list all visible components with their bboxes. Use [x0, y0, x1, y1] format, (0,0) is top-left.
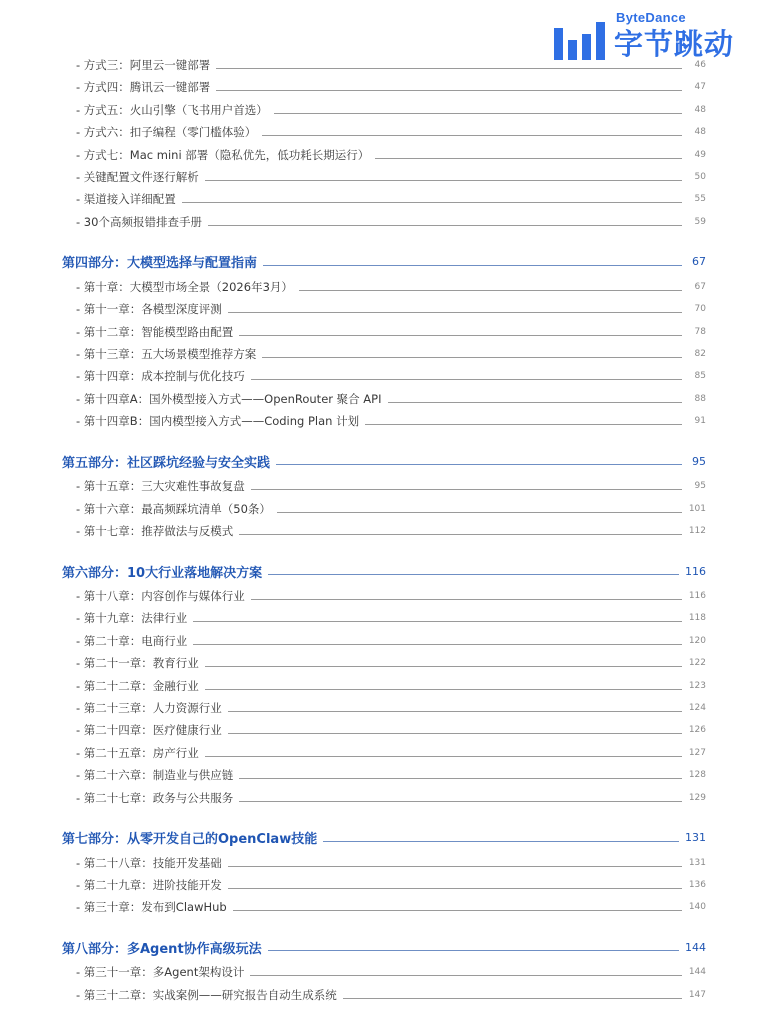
toc-leader-line	[205, 755, 682, 757]
toc-page-number: 126	[688, 725, 706, 736]
toc-entry-title: - 第十四章A：国外模型接入方式——OpenRouter 聚合 API	[76, 391, 382, 406]
toc-leader-line	[268, 949, 679, 951]
toc-page-number: 129	[688, 792, 706, 803]
toc-leader-line	[251, 598, 682, 600]
toc-leader-line	[262, 134, 682, 136]
toc-part-heading[interactable]	[62, 251, 706, 273]
toc-part-heading[interactable]	[62, 827, 706, 849]
toc-page-number: 127	[688, 747, 706, 758]
toc-entry[interactable]	[62, 54, 706, 76]
toc-entry-title: - 第二十四章：医疗健康行业	[76, 723, 222, 738]
toc-entry-title: - 第十三章：五大场景模型推荐方案	[76, 347, 257, 361]
toc-leader-line	[263, 264, 682, 266]
toc-leader-line	[233, 909, 682, 911]
toc-page-number: 85	[694, 371, 706, 382]
toc-entry[interactable]	[62, 99, 706, 121]
toc-leader-line	[193, 620, 682, 622]
toc-entry[interactable]	[62, 498, 706, 520]
toc-entry-title: - 第十四章：成本控制与优化技巧	[76, 369, 245, 384]
toc-leader-line	[239, 334, 682, 336]
toc-page-number: 101	[688, 503, 706, 514]
toc-entry-title: - 30个高频报错排查手册	[76, 214, 202, 229]
toc-page-number: 82	[694, 349, 706, 359]
toc-leader-line	[276, 463, 682, 465]
toc-leader-line	[251, 378, 682, 380]
toc-entry-title: - 第三十章：发布到ClawHub	[76, 900, 227, 915]
toc-entry[interactable]	[62, 321, 706, 343]
toc-leader-line	[277, 511, 682, 513]
toc-leader-line	[239, 777, 682, 779]
toc-entry-title: 第六部分：10大行业落地解决方案	[62, 565, 263, 581]
toc-entry[interactable]	[62, 520, 706, 542]
toc-entry[interactable]	[62, 343, 706, 365]
toc-page-number: 59	[694, 216, 706, 227]
toc-leader-line	[228, 887, 682, 889]
toc-entry-title: - 第十八章：内容创作与媒体行业	[76, 589, 245, 603]
toc-entry-title: - 第二十一章：教育行业	[76, 656, 199, 671]
toc-entry[interactable]	[62, 475, 706, 497]
toc-leader-line	[388, 401, 682, 403]
toc-part-heading[interactable]	[62, 560, 706, 582]
toc-leader-line	[323, 840, 679, 842]
toc-entry-title: 第七部分：从零开发自己的OpenClaw技能	[62, 832, 318, 848]
toc-page-number: 123	[688, 680, 706, 691]
toc-entry[interactable]	[62, 630, 706, 652]
toc-entry[interactable]	[62, 652, 706, 674]
toc-leader-line	[250, 974, 682, 976]
toc-page-number: 50	[694, 172, 706, 182]
toc-page-number: 47	[694, 82, 706, 93]
toc-entry-title: - 第三十一章：多Agent架构设计	[76, 965, 245, 980]
toc-entry-title: - 第二十九章：进阶技能开发	[76, 878, 222, 892]
toc-entry-title: 第四部分：大模型选择与配置指南	[62, 256, 258, 272]
toc-entry[interactable]	[62, 144, 706, 166]
toc-leader-line	[205, 179, 682, 181]
toc-page-number: 131	[685, 831, 706, 845]
toc-entry-title: 第八部分：多Agent协作高级玩法	[62, 941, 262, 957]
toc-entry[interactable]	[62, 852, 706, 874]
toc-entry-title: - 方式四：腾讯云一键部署	[76, 80, 211, 95]
toc-page-number: 112	[688, 526, 706, 536]
toc-leader-line	[375, 157, 682, 159]
toc-entry-title: - 第二十七章：政务与公共服务	[76, 790, 234, 805]
brand-name-en: ByteDance	[616, 10, 686, 25]
toc-entry-title: - 第二十八章：技能开发基础	[76, 855, 222, 870]
toc-page-number: 49	[694, 149, 706, 160]
toc-entry[interactable]	[62, 188, 706, 210]
toc-leader-line	[228, 710, 682, 712]
toc-entry-title: - 第十九章：法律行业	[76, 611, 188, 626]
toc-leader-line	[228, 311, 682, 313]
toc-entry[interactable]	[62, 276, 706, 298]
toc-entry[interactable]	[62, 76, 706, 98]
toc-page-number: 78	[694, 326, 706, 337]
toc-leader-line	[193, 643, 682, 645]
toc-entry-title: - 第十五章：三大灾难性事故复盘	[76, 479, 245, 494]
toc-entry-title: - 第二十五章：房产行业	[76, 745, 199, 760]
toc-leader-line	[251, 488, 682, 490]
toc-page-number: 140	[688, 902, 706, 913]
toc-entry-title: - 关键配置文件逐行解析	[76, 170, 199, 184]
toc-entry[interactable]	[62, 166, 706, 188]
toc-entry-title: 第五部分：社区踩坑经验与安全实践	[62, 455, 271, 471]
toc-page-number: 147	[688, 989, 706, 1000]
toc-leader-line	[343, 997, 682, 999]
toc-entry[interactable]	[62, 211, 706, 233]
toc-entry-title: - 第二十二章：金融行业	[76, 678, 199, 693]
toc-leader-line	[182, 201, 682, 203]
toc-page-number: 144	[688, 967, 706, 978]
toc-page-number: 67	[694, 281, 706, 292]
toc-entry[interactable]	[62, 874, 706, 896]
toc-page-number: 70	[694, 304, 706, 315]
toc-entry[interactable]	[62, 787, 706, 809]
toc-leader-line	[205, 688, 682, 690]
toc-entry-title: - 第三十二章：实战案例——研究报告自动生成系统	[76, 987, 337, 1002]
toc-entry[interactable]	[62, 961, 706, 983]
toc-entry-title: - 方式七：Mac mini 部署（隐私优先，低功耗长期运行）	[76, 147, 370, 162]
toc-page-number: 46	[694, 60, 706, 70]
toc-page-number: 116	[688, 591, 706, 601]
toc-page-number: 144	[685, 940, 706, 954]
toc-leader-line	[205, 665, 682, 667]
toc-entry-title: - 第十二章：智能模型路由配置	[76, 324, 234, 339]
toc-entry-title: - 方式五：火山引擎（飞书用户首选）	[76, 102, 268, 117]
toc-entry[interactable]	[62, 607, 706, 629]
toc-entry[interactable]	[62, 410, 706, 432]
toc-entry-title: - 第十章：大模型市场全景（2026年3月）	[76, 279, 293, 294]
toc-entry[interactable]	[62, 121, 706, 143]
toc-page-number: 67	[692, 255, 706, 269]
toc-leader-line	[216, 67, 682, 69]
toc-leader-line	[208, 224, 682, 226]
toc-leader-line	[274, 112, 682, 114]
toc-entry[interactable]	[62, 742, 706, 764]
toc-leader-line	[216, 89, 682, 91]
toc-leader-line	[239, 533, 682, 535]
toc-entry-title: - 第十一章：各模型深度评测	[76, 302, 222, 317]
toc-leader-line	[239, 800, 682, 802]
toc-entry-title: - 第二十六章：制造业与供应链	[76, 768, 234, 783]
toc-page-number: 128	[688, 770, 706, 781]
toc-entry[interactable]	[62, 719, 706, 741]
toc-leader-line	[228, 865, 682, 867]
toc-entry[interactable]	[62, 365, 706, 387]
toc-leader-line	[299, 289, 682, 291]
toc-entry[interactable]	[62, 675, 706, 697]
toc-page-number: 95	[692, 454, 706, 468]
toc-part-heading[interactable]	[62, 936, 706, 958]
toc-page-number: 48	[694, 104, 706, 115]
toc-page-number: 55	[694, 194, 706, 205]
toc-page-number: 122	[688, 658, 706, 669]
toc-entry-title: - 第十六章：最高频踩坑清单（50条）	[76, 501, 271, 516]
toc-entry[interactable]	[62, 984, 706, 1006]
toc-entry[interactable]	[62, 697, 706, 719]
toc-entry-title: - 第十七章：推荐做法与反模式	[76, 524, 234, 538]
toc-entry-title: - 方式三：阿里云一键部署	[76, 58, 211, 72]
toc-entry-title: - 方式六：扣子编程（零门槛体验）	[76, 125, 257, 140]
toc-page-number: 124	[688, 703, 706, 713]
toc-part-heading[interactable]	[62, 450, 706, 472]
toc-page-number: 136	[688, 880, 706, 890]
toc-leader-line	[365, 423, 682, 425]
toc-leader-line	[262, 356, 682, 358]
toc-leader-line	[228, 732, 682, 734]
toc-entry-title: - 第二十章：电商行业	[76, 633, 188, 648]
toc-entry[interactable]	[62, 585, 706, 607]
toc-page-number: 88	[694, 393, 706, 404]
toc-page-number: 118	[688, 613, 706, 624]
toc-page-number: 120	[688, 635, 706, 646]
toc-entry-title: - 第十四章B：国内模型接入方式——Coding Plan 计划	[76, 414, 360, 429]
brand-name-cn: 字节跳动	[614, 27, 735, 61]
toc-page-number: 116	[685, 564, 706, 578]
toc-page-number: 95	[694, 481, 706, 492]
toc-entry[interactable]	[62, 298, 706, 320]
toc-leader-line	[268, 573, 679, 575]
toc-page-number: 91	[694, 416, 706, 427]
toc-entry[interactable]	[62, 388, 706, 410]
toc-entry-title: - 渠道接入详细配置	[76, 192, 176, 207]
toc-entry[interactable]	[62, 764, 706, 786]
toc-entry[interactable]	[62, 896, 706, 918]
toc-entry-title: - 第二十三章：人力资源行业	[76, 701, 222, 715]
toc-page-number: 48	[694, 127, 706, 138]
toc-page-number: 131	[688, 857, 706, 868]
